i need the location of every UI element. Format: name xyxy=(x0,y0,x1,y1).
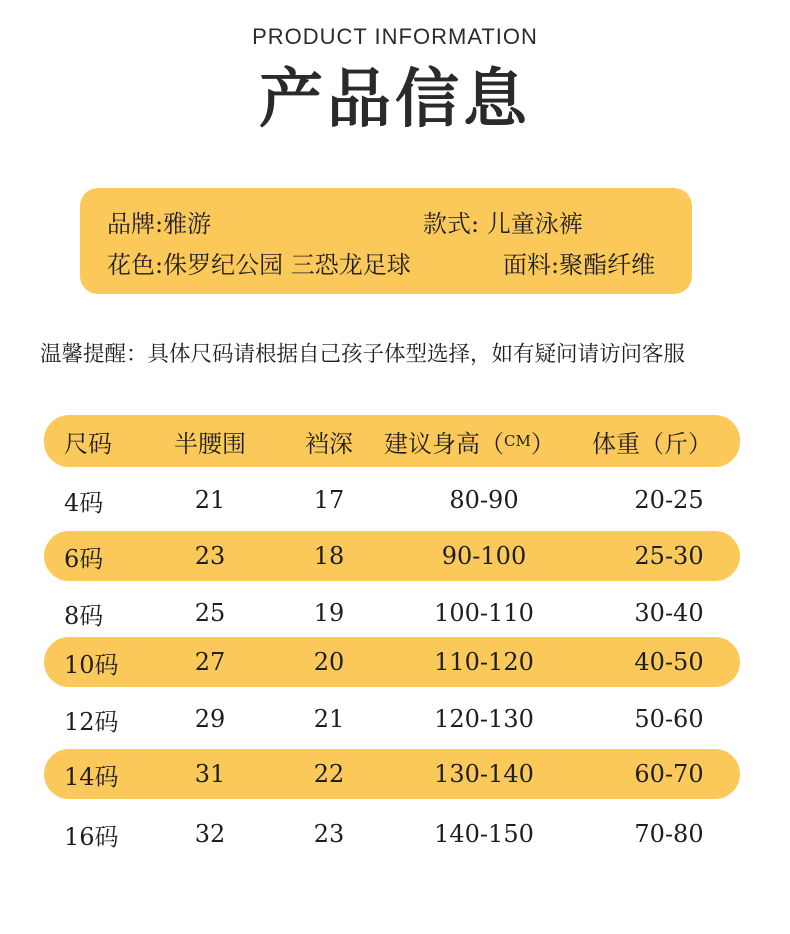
header-height-label: 建议身高（ xyxy=(384,429,504,458)
cell-height: 110-120 xyxy=(434,648,534,676)
table-row xyxy=(44,694,740,744)
cell-weight: 40-50 xyxy=(634,648,704,676)
header-weight: 体重（斤） xyxy=(592,429,712,458)
cell-weight: 70-80 xyxy=(634,820,704,848)
cell-waist: 32 xyxy=(194,820,226,848)
table-header xyxy=(44,415,740,467)
header-size: 尺码 xyxy=(64,429,112,458)
table-row xyxy=(44,588,740,638)
cell-height: 100-110 xyxy=(434,599,534,627)
table-row xyxy=(44,637,740,687)
cell-height: 130-140 xyxy=(434,760,534,788)
cell-rise: 20 xyxy=(313,648,345,676)
cell-size: 14码 xyxy=(64,762,119,791)
cell-weight: 30-40 xyxy=(634,599,704,627)
header-height-unit: CM xyxy=(504,432,531,450)
style-info: 款式: 儿童泳裤 xyxy=(423,210,583,238)
cell-size: 12码 xyxy=(64,707,119,736)
table-row xyxy=(44,531,740,581)
header-rise: 裆深 xyxy=(305,429,353,458)
header-height-close: ） xyxy=(530,429,555,458)
product-info-box xyxy=(80,188,692,294)
cell-size: 10码 xyxy=(64,650,119,679)
cell-rise: 18 xyxy=(313,542,345,570)
cell-weight: 50-60 xyxy=(634,705,704,733)
cell-waist: 23 xyxy=(194,542,226,570)
cell-weight: 60-70 xyxy=(634,760,704,788)
cell-waist: 31 xyxy=(194,760,226,788)
page-title: 产品信息 xyxy=(259,63,531,137)
cell-waist: 27 xyxy=(194,648,226,676)
header-height xyxy=(384,415,564,467)
cell-rise: 19 xyxy=(313,599,345,627)
brand-info: 品牌:雅游 xyxy=(107,210,212,238)
cell-height: 90-100 xyxy=(441,542,527,570)
cell-size: 16码 xyxy=(64,822,119,851)
size-reminder: 温馨提醒：具体尺码请根据自己孩子体型选择，如有疑问请访问客服 xyxy=(40,342,686,367)
cell-height: 140-150 xyxy=(434,820,534,848)
cell-rise: 23 xyxy=(313,820,345,848)
cell-rise: 22 xyxy=(313,760,345,788)
cell-rise: 21 xyxy=(313,705,345,733)
table-row xyxy=(44,475,740,525)
header-waist: 半腰围 xyxy=(174,429,246,458)
cell-waist: 29 xyxy=(194,705,226,733)
cell-size: 4码 xyxy=(64,488,104,517)
fabric-info: 面料:聚酯纤维 xyxy=(503,251,656,279)
cell-waist: 21 xyxy=(194,486,226,514)
table-row xyxy=(44,749,740,799)
cell-height: 80-90 xyxy=(449,486,519,514)
cell-waist: 25 xyxy=(194,599,226,627)
cell-size: 6码 xyxy=(64,544,104,573)
cell-weight: 20-25 xyxy=(634,486,704,514)
pattern-info: 花色:侏罗纪公园 三恐龙足球 xyxy=(107,251,411,279)
cell-rise: 17 xyxy=(313,486,345,514)
table-row xyxy=(44,809,740,859)
cell-size: 8码 xyxy=(64,601,104,630)
cell-weight: 25-30 xyxy=(634,542,704,570)
english-title: PRODUCT INFORMATION xyxy=(252,24,538,49)
cell-height: 120-130 xyxy=(434,705,534,733)
